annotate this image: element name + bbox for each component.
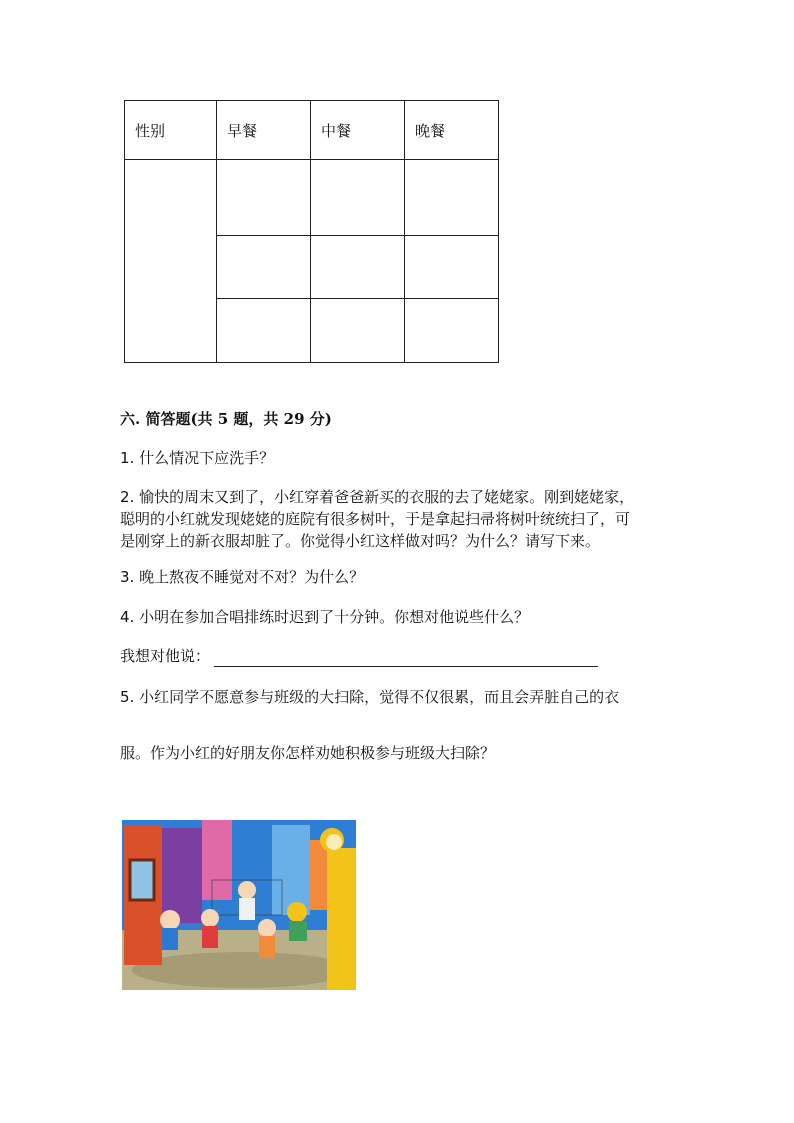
question-1: 1. 什么情况下应洗手？: [120, 449, 275, 467]
table-cell[interactable]: [217, 299, 311, 363]
header-gender: 性别: [125, 101, 217, 160]
table-cell[interactable]: [405, 160, 499, 236]
question-2-line-1: 2. 愉快的周末又到了，小红穿着爸爸新买的衣服的去了姥姥家。刚到姥姥家，: [120, 488, 635, 506]
answer-label: 我想对他说：: [120, 647, 211, 665]
gender-cell[interactable]: [125, 160, 217, 363]
header-lunch: 中餐: [311, 101, 405, 160]
yellow-pillar: [327, 848, 356, 990]
table-cell[interactable]: [311, 160, 405, 236]
header-breakfast: 早餐: [217, 101, 311, 160]
question-5-line-2: 服。作为小红的好朋友你怎样劝她积极参与班级大扫除？: [120, 744, 496, 762]
header-dinner: 晚餐: [405, 101, 499, 160]
question-5-line-1: 5. 小红同学不愿意参与班级的大扫除，觉得不仅很累，而且会弄脏自己的衣: [120, 688, 620, 706]
table-cell[interactable]: [217, 236, 311, 299]
table-row: [125, 160, 499, 236]
question-2: [120, 486, 680, 552]
question-2-line-2: 聪明的小红就发现姥姥的庭院有很多树叶，于是拿起扫帚将树叶统统扫了，可: [120, 510, 631, 528]
section-title: 六. 简答题(共 5 题，共 29 分): [120, 410, 332, 428]
question-3: 3. 晚上熬夜不睡觉对不对？为什么？: [120, 568, 365, 586]
table-header-row: [125, 101, 499, 160]
meal-table: [124, 100, 499, 363]
cleanup-illustration: [122, 820, 356, 990]
question-2-line-3: 是刚穿上的新衣服却脏了。你觉得小红这样做对吗？为什么？请写下来。: [120, 532, 601, 550]
zoom-icon: [326, 834, 342, 850]
question-4-answer: [120, 645, 598, 667]
question-4: 4. 小明在参加合唱排练时迟到了十分钟。你想对他说些什么？: [120, 608, 530, 626]
table-cell[interactable]: [311, 299, 405, 363]
table-cell[interactable]: [217, 160, 311, 236]
table-cell[interactable]: [405, 299, 499, 363]
table-cell[interactable]: [405, 236, 499, 299]
table-cell[interactable]: [311, 236, 405, 299]
answer-blank-line[interactable]: [214, 650, 598, 667]
